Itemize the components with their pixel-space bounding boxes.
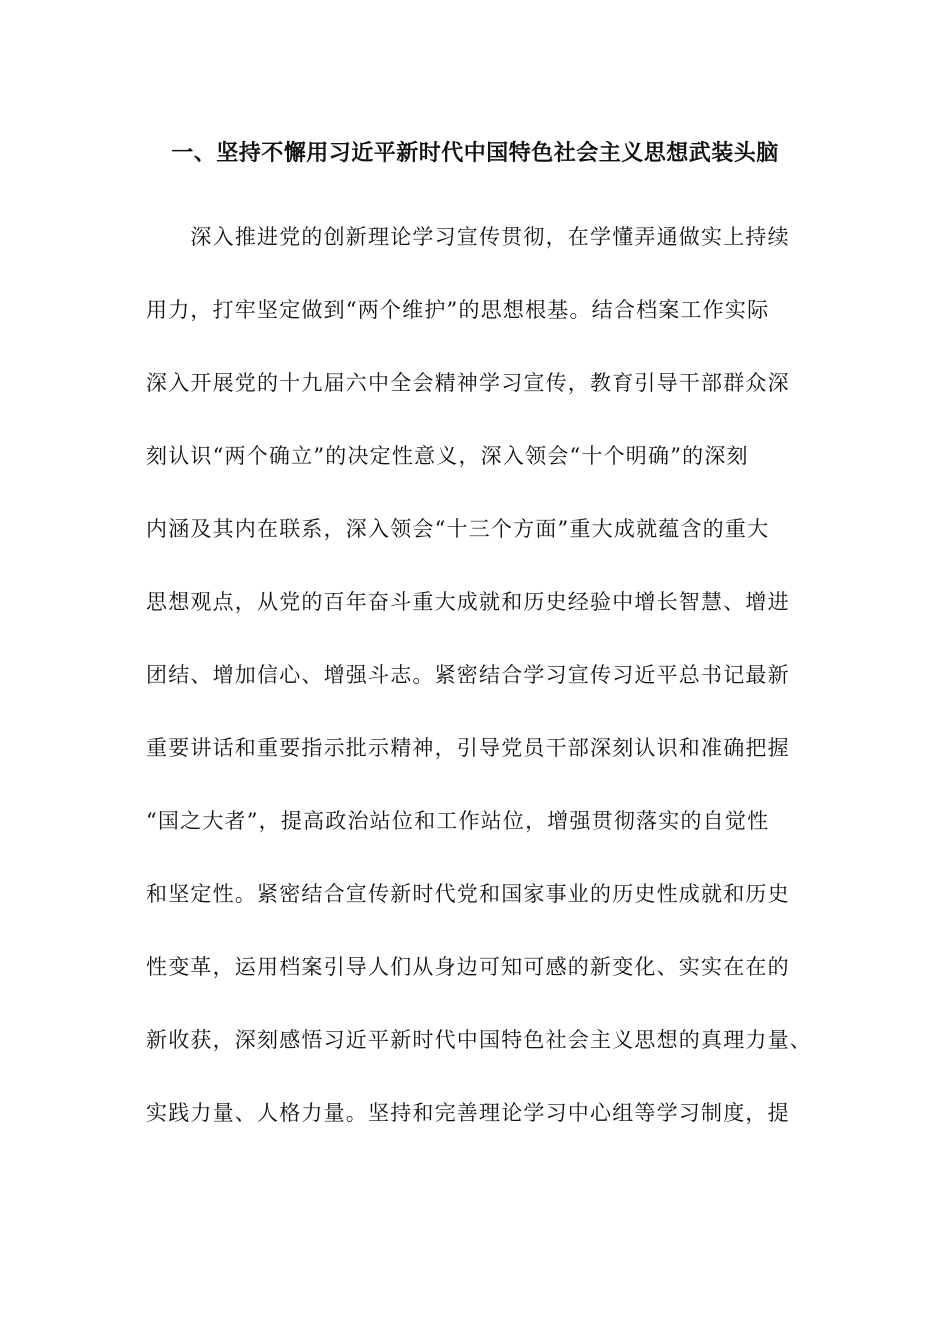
body-line: 内涵及其内在联系，深入领会“十三个方面”重大成就蕴含的重大 — [146, 517, 770, 541]
body-line: 和坚定性。紧密结合宣传新时代党和国家事业的历史性成就和历史 — [146, 882, 790, 906]
section-heading: 一、坚持不懈用习近平新时代中国特色社会主义思想武装头脑 — [171, 140, 779, 166]
body-line: 实践力量、人格力量。坚持和完善理论学习中心组等学习制度，提 — [146, 1101, 790, 1125]
body-line: 思想观点，从党的百年奋斗重大成就和历史经验中增长智慧、增进 — [146, 590, 790, 614]
body-line: 性变革，运用档案引导人们从身边可知可感的新变化、实实在在的 — [146, 955, 790, 979]
body-line: 深入开展党的十九届六中全会精神学习宣传，教育引导干部群众深 — [146, 371, 790, 395]
body-line: 刻认识“两个确立”的决定性意义，深入领会“十个明确”的深刻 — [146, 444, 749, 468]
body-line: 用力，打牢坚定做到“两个维护”的思想根基。结合档案工作实际 — [146, 298, 770, 322]
body-line: “国之大者”，提高政治站位和工作站位，增强贯彻落实的自觉性 — [146, 809, 770, 833]
body-line: 新收获，深刻感悟习近平新时代中国特色社会主义思想的真理力量、 — [146, 1028, 812, 1052]
body-line: 团结、增加信心、增强斗志。紧密结合学习宣传习近平总书记最新 — [146, 663, 790, 687]
body-line: 重要讲话和重要指示批示精神，引导党员干部深刻认识和准确把握 — [146, 736, 790, 760]
body-line: 深入推进党的创新理论学习宣传贯彻，在学懂弄通做实上持续 — [146, 225, 790, 249]
